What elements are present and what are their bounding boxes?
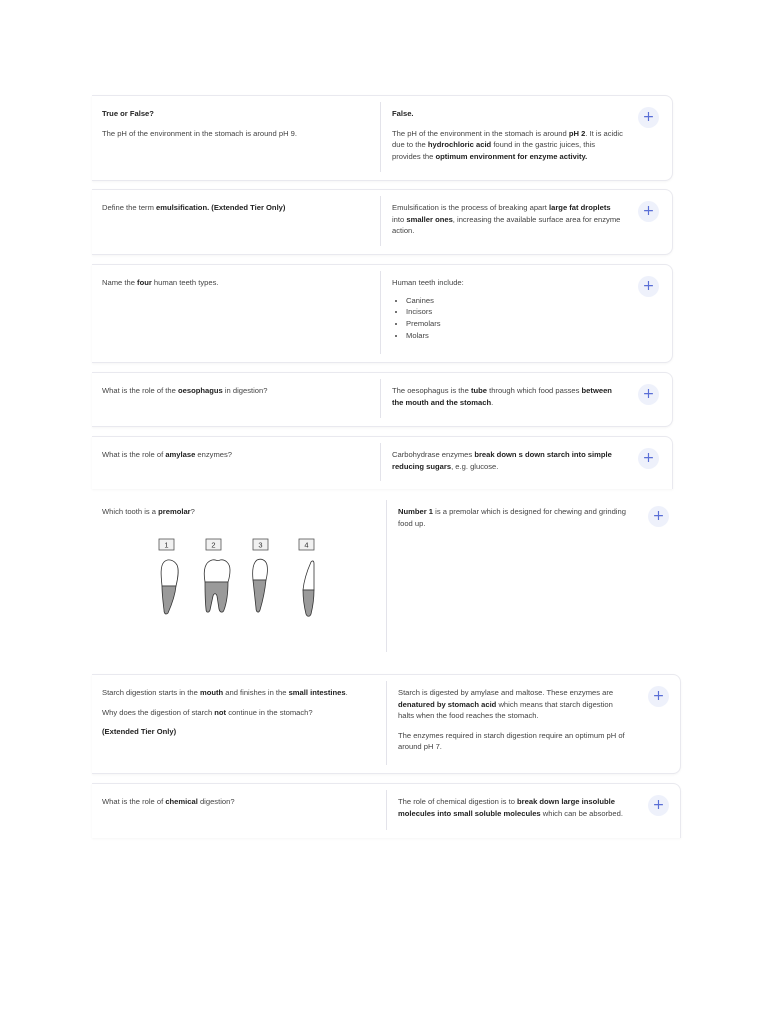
- text-run: through which food passes: [486, 386, 582, 395]
- text-run: Define the term: [102, 203, 157, 212]
- text-run: The role of chemical digestion is to: [398, 797, 518, 806]
- answer: [392, 202, 624, 245]
- flashcard-6: [92, 494, 680, 664]
- bold-text-run: hydrochloric acid: [427, 140, 492, 149]
- expand-button[interactable]: +: [648, 686, 669, 707]
- bold-text-run: break down s down starch into simple reducing sugars: [392, 450, 612, 471]
- question: [102, 202, 372, 222]
- list-item: • Incisors: [406, 306, 624, 318]
- text-run: Starch is digested by amylase and maltose. These enzymes are: [398, 688, 614, 697]
- text-run: which can be absorbed.: [540, 808, 623, 818]
- divider: [386, 681, 387, 765]
- tooth-label-4: [299, 539, 314, 550]
- answer: [392, 277, 624, 342]
- bold-text-run: pH 2: [568, 128, 586, 138]
- text-run: What is the role of: [102, 450, 166, 459]
- divider: [386, 500, 387, 652]
- answer: [392, 108, 624, 170]
- question: [102, 506, 372, 526]
- text-run: Which tooth is a: [102, 507, 159, 516]
- bold-text-run: Number 1: [398, 507, 434, 516]
- flashcard-3: [92, 264, 673, 363]
- bold-text-run: True or False?: [102, 109, 154, 118]
- list-item: • Canines: [406, 295, 624, 307]
- expand-button[interactable]: +: [638, 276, 659, 297]
- expand-button[interactable]: +: [638, 201, 659, 222]
- premolar-tooth-illustration: [161, 560, 178, 614]
- bold-text-run: oesophagus: [177, 386, 223, 395]
- answer-text: [392, 128, 624, 163]
- expand-button[interactable]: +: [648, 795, 669, 816]
- text-run: Carbohydrase enzymes: [392, 450, 475, 459]
- text-run: , e.g. glucose.: [451, 461, 499, 471]
- bold-text-run: break down large insoluble molecules into small soluble molecules: [398, 797, 615, 818]
- question-text: [102, 506, 372, 518]
- text-run: human teeth types.: [151, 278, 219, 287]
- question: [102, 277, 372, 297]
- expand-button[interactable]: +: [638, 448, 659, 469]
- tooth-label-1: [159, 539, 174, 550]
- question-paragraph: [102, 707, 372, 719]
- bold-text-run: optimum environment for enzyme activity.: [435, 151, 588, 161]
- text-run: What is the role of the: [102, 386, 178, 395]
- bold-text-run: not: [214, 707, 227, 717]
- text-run: , increasing the available surface area for enzyme action.: [392, 214, 621, 235]
- text-run: Name the: [102, 278, 138, 287]
- question-paragraph: [102, 687, 372, 699]
- text-run: is a premolar which is designed for chewing and grinding food up.: [398, 507, 626, 528]
- bold-text-run: emulsification. (Extended Tier Only): [156, 203, 286, 212]
- text-run: continue in the stomach?: [226, 707, 313, 717]
- svg-text:1: 1: [164, 540, 169, 550]
- text-run: The enzymes required in starch digestion require an optimum pH of around pH 7.: [398, 730, 625, 751]
- question: [102, 385, 372, 405]
- flashcard-7: [92, 674, 681, 774]
- flashcard-2: [92, 189, 673, 255]
- bold-text-run: four: [137, 278, 152, 287]
- text-run: ?: [190, 507, 195, 516]
- divider: [380, 379, 381, 418]
- flashcard-4: [92, 372, 673, 427]
- answer: [398, 506, 630, 537]
- svg-text:4: 4: [304, 540, 309, 550]
- text-run: into: [392, 214, 407, 224]
- bold-text-run: mouth: [199, 688, 224, 697]
- question-paragraph: [102, 726, 372, 738]
- molar-tooth-illustration: [204, 560, 230, 612]
- question: [102, 449, 372, 469]
- text-run: Emulsification is the process of breaking apart: [392, 203, 550, 212]
- question: [102, 796, 372, 816]
- text-run: Why does the digestion of starch: [102, 707, 215, 717]
- question: [102, 687, 372, 746]
- answer: [392, 385, 624, 416]
- incisor-tooth-illustration: [303, 561, 314, 616]
- bold-text-run: tube: [470, 386, 487, 395]
- flashcard-8: [92, 783, 681, 838]
- answer-text: [392, 449, 624, 472]
- answer-text: [398, 796, 638, 819]
- text-run: What is the role of: [102, 797, 166, 806]
- text-run: and finishes in the: [223, 688, 289, 697]
- teeth-type-list: [392, 295, 624, 342]
- bold-text-run: chemical: [165, 797, 198, 806]
- answer-text: [398, 506, 630, 529]
- flashcard-5: [92, 436, 673, 489]
- text-run: Starch digestion starts in the: [102, 688, 200, 697]
- answer: [398, 796, 638, 827]
- question-label: [102, 108, 372, 120]
- answer-text: [392, 385, 624, 408]
- question-text: [102, 796, 372, 808]
- question-text: [102, 277, 372, 289]
- bold-text-run: premolar: [158, 507, 191, 516]
- svg-text:2: 2: [211, 540, 216, 550]
- text-run: enzymes?: [195, 450, 233, 459]
- text-run: digestion?: [197, 797, 235, 806]
- text-run: The pH of the environment in the stomach is around: [392, 128, 569, 138]
- question-text: The pH of the environment in the stomach is around pH 9.: [102, 128, 298, 138]
- flashcard-1: [92, 95, 673, 181]
- list-item: • Molars: [406, 330, 624, 342]
- bold-text-run: denatured by stomach acid: [398, 699, 497, 709]
- question-text: [102, 202, 372, 214]
- answer-intro: Human teeth include:: [392, 278, 464, 287]
- answer: [392, 449, 624, 480]
- teeth-diagram: [152, 538, 322, 624]
- bold-text-run: smaller ones: [406, 214, 453, 224]
- text-run: in digestion?: [222, 386, 268, 395]
- bold-text-run: large fat droplets: [549, 203, 611, 212]
- text-run: .: [345, 688, 348, 697]
- divider: [386, 790, 387, 830]
- text-run: .: [491, 397, 494, 407]
- question: [102, 108, 372, 147]
- bold-text-run: amylase: [165, 450, 196, 459]
- divider: [380, 271, 381, 354]
- bold-text-run: between the mouth and the stomach: [392, 386, 612, 407]
- text-run: The oesophagus is the: [392, 386, 471, 395]
- bold-text-run: (Extended Tier Only): [102, 727, 177, 736]
- answer-text: [392, 202, 624, 237]
- svg-text:3: 3: [258, 540, 263, 550]
- tooth-label-2: [206, 539, 221, 550]
- divider: [380, 196, 381, 246]
- expand-button[interactable]: +: [648, 506, 669, 527]
- list-item: • Premolars: [406, 318, 624, 330]
- divider: [380, 102, 381, 172]
- divider: [380, 443, 381, 481]
- text-run: which means that starch digestion halts when the food reaches the stomach.: [398, 699, 613, 720]
- answer: [398, 687, 630, 761]
- text-run: found in the gastric juices, this provides the: [392, 140, 596, 161]
- canine-tooth-illustration: [253, 559, 268, 612]
- answer-paragraph: [398, 687, 630, 722]
- expand-button[interactable]: +: [638, 384, 659, 405]
- answer-heading: False.: [392, 109, 414, 118]
- answer-paragraph: [398, 730, 630, 753]
- text-run: . It is acidic due to the: [392, 128, 623, 149]
- tooth-label-3: [253, 539, 268, 550]
- bold-text-run: small intestines: [288, 688, 346, 697]
- question-text: [102, 449, 372, 461]
- question-text: [102, 385, 372, 397]
- expand-button[interactable]: +: [638, 107, 659, 128]
